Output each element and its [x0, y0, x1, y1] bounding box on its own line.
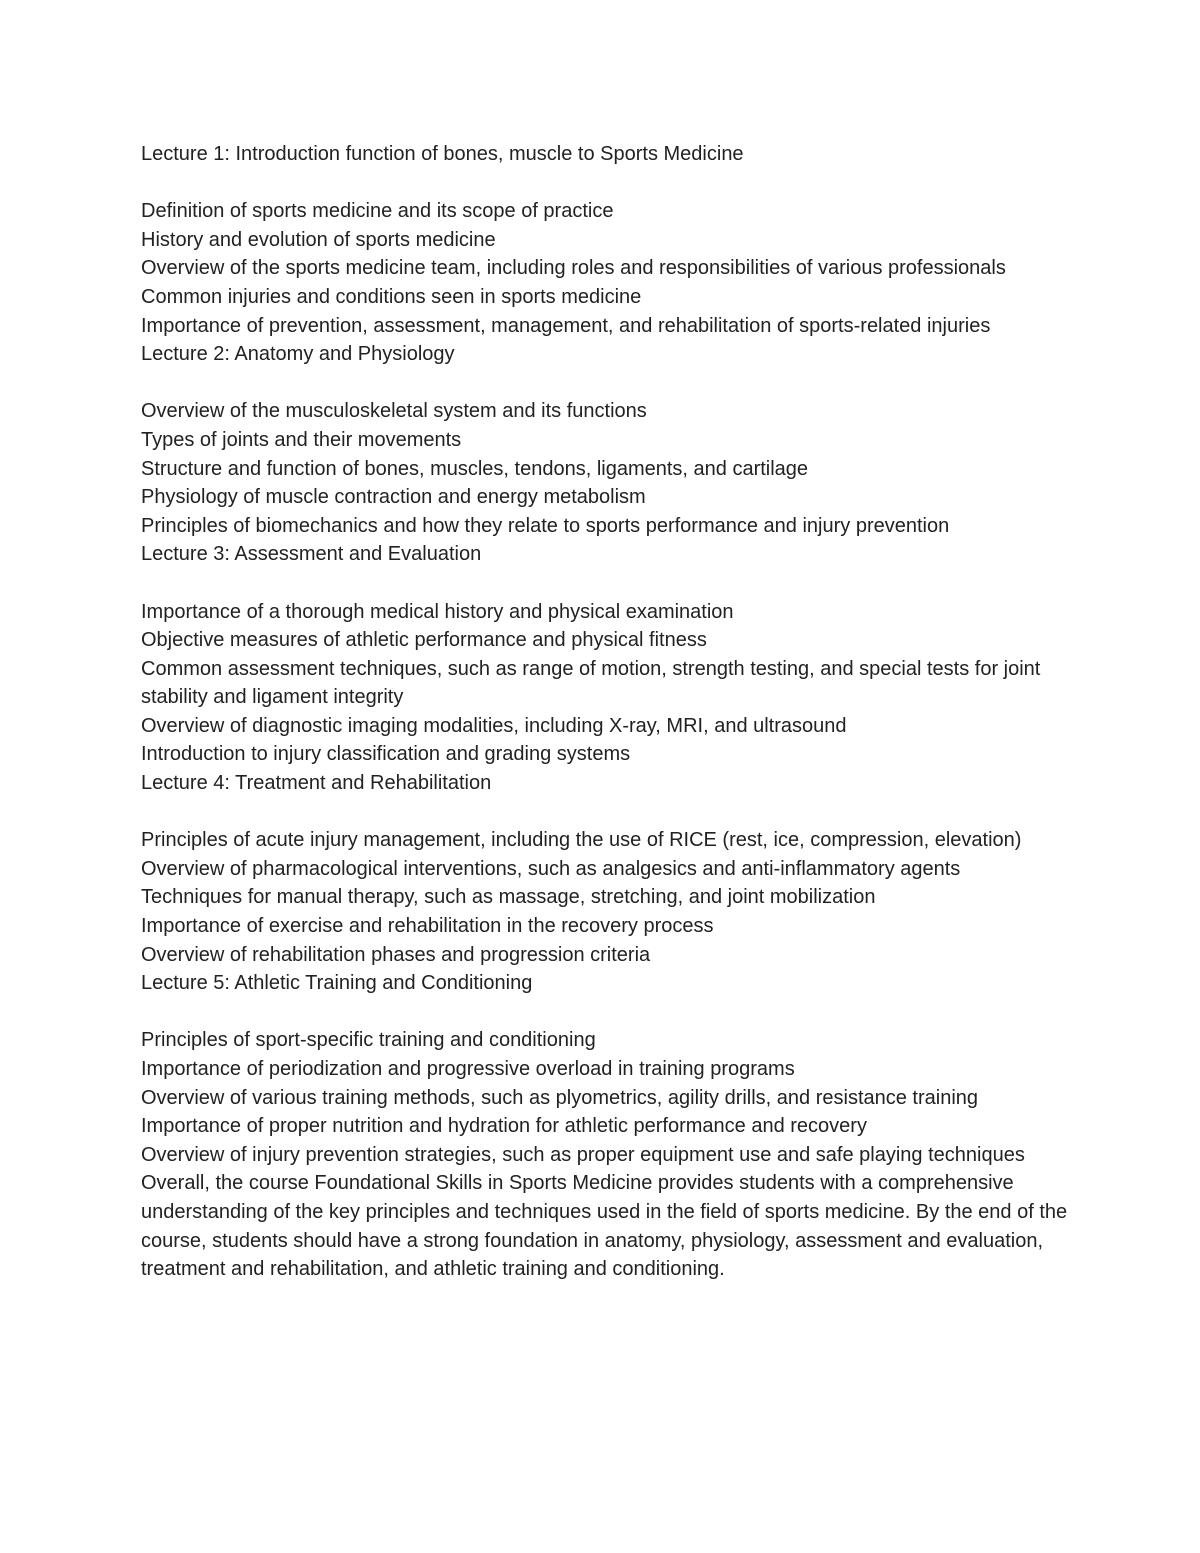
lecture-4-item: Overview of pharmacological interventions, such as analgesics and anti-inflammatory agents: [141, 857, 961, 880]
blank-line: [141, 798, 1071, 827]
lecture-5-item: Overview of injury prevention strategies, such as proper equipment use and safe playing techniques: [141, 1143, 1025, 1166]
lecture-5-item: Overview of various training methods, such as plyometrics, agility drills, and resistance training: [141, 1086, 979, 1109]
lecture-4-item: Techniques for manual therapy, such as massage, stretching, and joint mobilization: [141, 886, 876, 909]
lecture-3-item: Objective measures of athletic performance and physical fitness: [141, 629, 707, 652]
lecture-3-item: Common assessment techniques, such as range of motion, strength testing, and special tests for joint stability and ligament integrity: [141, 657, 1041, 709]
lecture-3-item: Importance of a thorough medical history and physical examination: [141, 600, 734, 623]
blank-line: [141, 998, 1071, 1027]
lecture-2-item: Overview of the musculoskeletal system and its functions: [141, 400, 647, 423]
lecture-4-item: Overview of rehabilitation phases and progression criteria: [141, 943, 651, 966]
lecture-5-item: Principles of sport-specific training and conditioning: [141, 1029, 596, 1052]
lecture-2-title: Lecture 2: Anatomy and Physiology: [141, 343, 455, 366]
lecture-5-item: Importance of proper nutrition and hydration for athletic performance and recovery: [141, 1115, 867, 1138]
lecture-2-item: Structure and function of bones, muscles, tendons, ligaments, and cartilage: [141, 457, 809, 480]
blank-line: [141, 369, 1071, 398]
lecture-1-title: Lecture 1: Introduction function of bones, muscle to Sports Medicine: [141, 143, 744, 165]
lecture-4-item: Principles of acute injury management, including the use of RICE (rest, ice, compression, elevation): [141, 829, 1022, 852]
lecture-1-item: Overview of the sports medicine team, including roles and responsibilities of various professionals: [141, 257, 1006, 280]
blank-line: [141, 569, 1071, 598]
lecture-4-title: Lecture 4: Treatment and Rehabilitation: [141, 772, 492, 795]
lecture-1-item: Definition of sports medicine and its scope of practice: [141, 200, 614, 223]
lecture-3-item: Introduction to injury classification and grading systems: [141, 743, 631, 766]
lecture-3-title: Lecture 3: Assessment and Evaluation: [141, 543, 482, 566]
lecture-1-item: History and evolution of sports medicine: [141, 228, 496, 251]
lecture-2-item: Principles of biomechanics and how they relate to sports performance and injury prevention: [141, 514, 950, 537]
lecture-5-item: Importance of periodization and progressive overload in training programs: [141, 1058, 795, 1080]
course-summary: Overall, the course Foundational Skills in Sports Medicine provides students with a comprehensive understanding of the key principles and techniques used in the field of sports medicine. By the end of the course, students should have a strong foundation in anatomy, physiology, assessment and evaluation, treatment and rehabilitation, and athletic training and conditioning.: [141, 1172, 1068, 1281]
lecture-2-item: Physiology of muscle contraction and energy metabolism: [141, 486, 646, 509]
lecture-1-item: Importance of prevention, assessment, management, and rehabilitation of sports-related injuries: [141, 314, 991, 337]
lecture-3-item: Overview of diagnostic imaging modalities, including X-ray, MRI, and ultrasound: [141, 714, 847, 737]
lecture-2-item: Types of joints and their movements: [141, 428, 462, 451]
lecture-1-item: Common injuries and conditions seen in sports medicine: [141, 285, 642, 308]
lecture-4-item: Importance of exercise and rehabilitation in the recovery process: [141, 915, 714, 938]
blank-line: [141, 169, 1071, 198]
document-body: [141, 140, 1071, 1284]
lecture-5-title: Lecture 5: Athletic Training and Conditioning: [141, 972, 533, 995]
